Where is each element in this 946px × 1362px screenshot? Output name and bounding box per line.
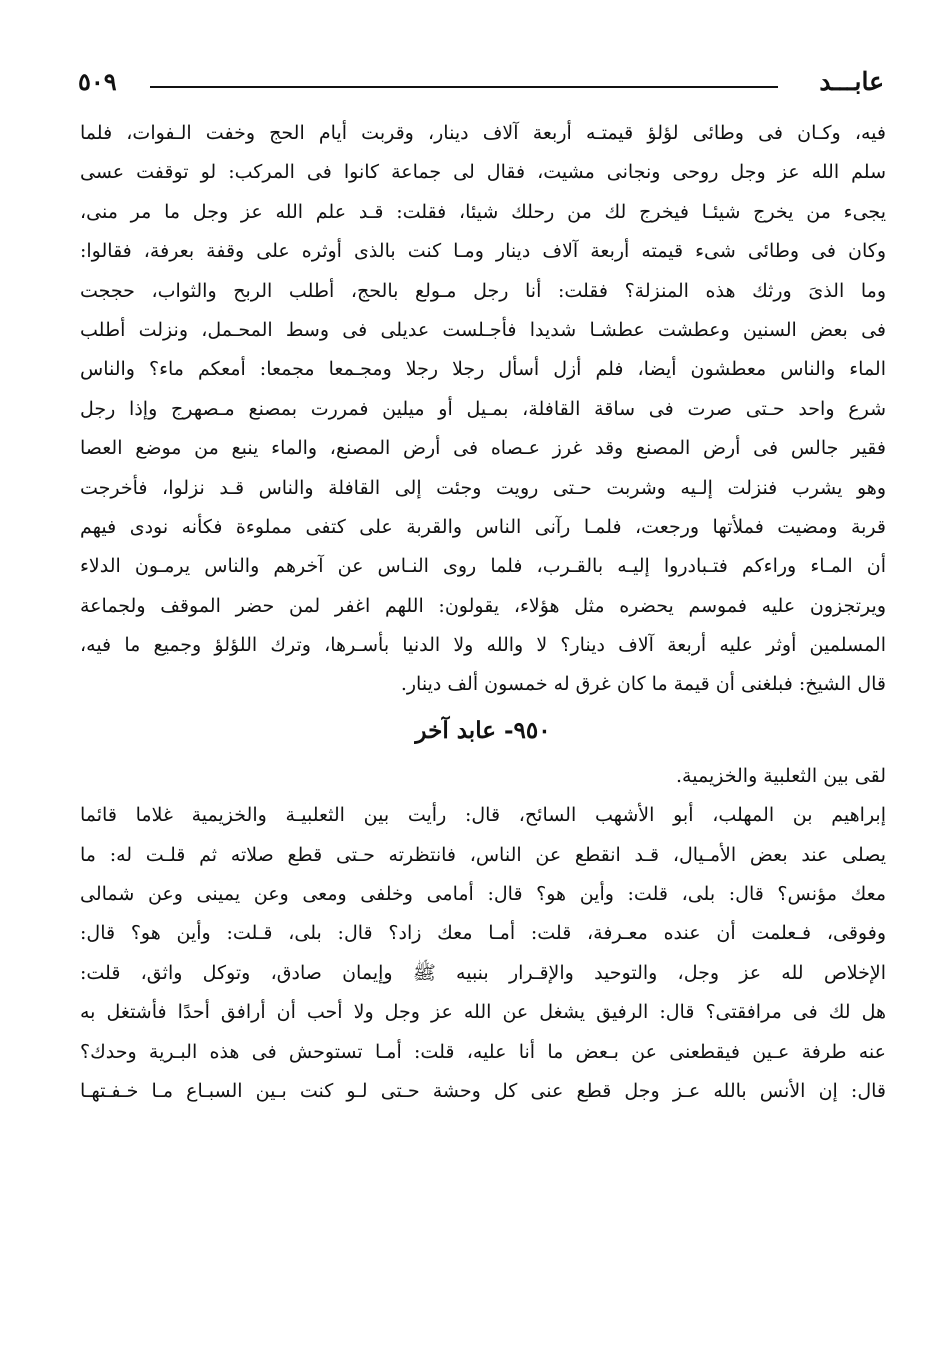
paragraph-1 <box>80 114 886 705</box>
section-heading: ٩٥٠- عابد آخر <box>415 716 551 744</box>
text-line: وفوقى، فـعلمت أن عنده معـرفة، قلت: أمـا معك زاد؟ قال: بلى، قـلت: وأين هو؟ قال: <box>80 922 886 945</box>
text-line: سلم الله عز وجل روحى ونجانى مشيت، فقال لى جماعة كانوا فى المركب: لو توقفت عسى <box>80 161 886 184</box>
text-line: هل لك فى مرافقتى؟ قال: الرفيق يشغل عن الله عز وجل ولا أحب أن أرافق أحدًا فأشتغل به <box>80 1001 886 1024</box>
text-line: معك مؤنس؟ قال: بلى، قلت: وأين هو؟ قال: أمامى وخلفى ومعى وعن يمينى وعن شمالى <box>80 883 886 906</box>
text-line: عنه طرفة عـين فيقطعنى عن بـعض ما أنا عليه، قلت: أمـا تستوحش فى هذه البـرية وحدك؟ <box>80 1040 886 1063</box>
text-line: فقير جالس فى أرض المصنع وقد غرز عـصاه فى أرض المصنع، والماء ينبع من موضع العصا <box>80 437 886 460</box>
text-line: يصلى عند بعض الأمـيال، قـد انقطع عن الناس، فانتظرته حـتى قطع صلاته ثم قلـت له: ما <box>80 843 886 866</box>
text-line: لقى بين الثعلبية والخزيمية. <box>676 764 886 787</box>
text-line: إبراهيم بن المهلب، أبو الأشهب السائح، قال: رأيت بين الثعلبيـة والخزيمية غلاما قائما <box>80 804 886 827</box>
text-line: الماء والناس معطشون أيضا، فلم أزل أسأل رجلا رجلا ومجـمعا مجمعا: أمعكم ماء؟ والناس <box>80 358 886 381</box>
text-line: فيه، وكـان فى وطائى لؤلؤ قيمتـه أربعة آلاف دينار، وقربت أيام الحج وخفت الـفوات، فلما <box>80 122 886 144</box>
text-line: فى بعض السنين وعطشت عطشـا شديدا فأجـلست عديلى فى وسط المحـمل، ونزلت أطلب <box>80 318 886 341</box>
text-line: أن المـاء وراءكم فتـبادروا إليـه بالقـرب، فلما روى النـاس عن آخرهم والناس يرمـون الدلاء <box>80 555 886 578</box>
page-number: ٥٠٩ <box>78 67 117 96</box>
running-title: عابـــد <box>819 67 884 96</box>
text-line: قربة ومضيت فملأتها ورجعت، فلمـا رآنى الناس والقربة على كتفى مملوءة فكأنه نودى فيهم <box>80 515 886 538</box>
text-line: قال: إن الأنس بالله عـز وجل قطع عنى كل وحشة حـتى لـو كنت بـين السبـاع مـا خـفـتهـا <box>80 1079 886 1102</box>
page-header <box>78 62 884 106</box>
text-line: وهو يشرب فنزلت إلـيه وشربت حـتى رويت وجئت إلى القافلة والناس قـد نزلوا، فأخرجت <box>80 476 886 499</box>
body-text <box>80 114 886 1111</box>
text-line: وما الذىَ ورثك هذه المنزلة؟ فقلت: أنا رجل مـولع بالحج، أطلب الربح والثواب، حججت <box>80 279 886 302</box>
text-line: يجىء من يخرج شيئـا فيخرج لك من رحلك شيئا، فقلت: قـد علم الله عز وجل ما مر منى، <box>80 200 886 223</box>
paragraph-3 <box>80 796 886 1111</box>
text-line: قال الشيخ: فبلغنى أن قيمة ما كان غرق له خمسون ألف دينار. <box>400 673 886 696</box>
text-line: المسلمين أوثر عليه أربعة آلاف دينار؟ لا والله ولا الدنيا بأسـرها، وترك اللؤلؤ وجميع ما فيه، <box>80 634 886 657</box>
paragraph-2 <box>80 757 886 796</box>
text-line: وكان فى وطائى شىء قيمته أربعة آلاف دينار ومـا كنت بالذى أوثره على وقفة بعرفة، فقالوا: <box>80 240 886 263</box>
text-line: شرع واحد حـتى صرت فى ساقة القافلة، بمـيل أو ميلين فمررت بمصنع مـصهرج وإذا رجل <box>80 397 886 420</box>
text-line: ويرتجزون عليه فموسم يحضره مثل هؤلاء، يقولون: اللهم اغفر لمن حضر الموقف ولجماعة <box>80 594 886 617</box>
header-rule <box>150 86 778 88</box>
text-line: الإخلاص لله عز وجل، والتوحيد والإقـرار بنبيه ﷺ وإيمان صادق، وتوكل واثق، قلت: <box>80 961 886 984</box>
